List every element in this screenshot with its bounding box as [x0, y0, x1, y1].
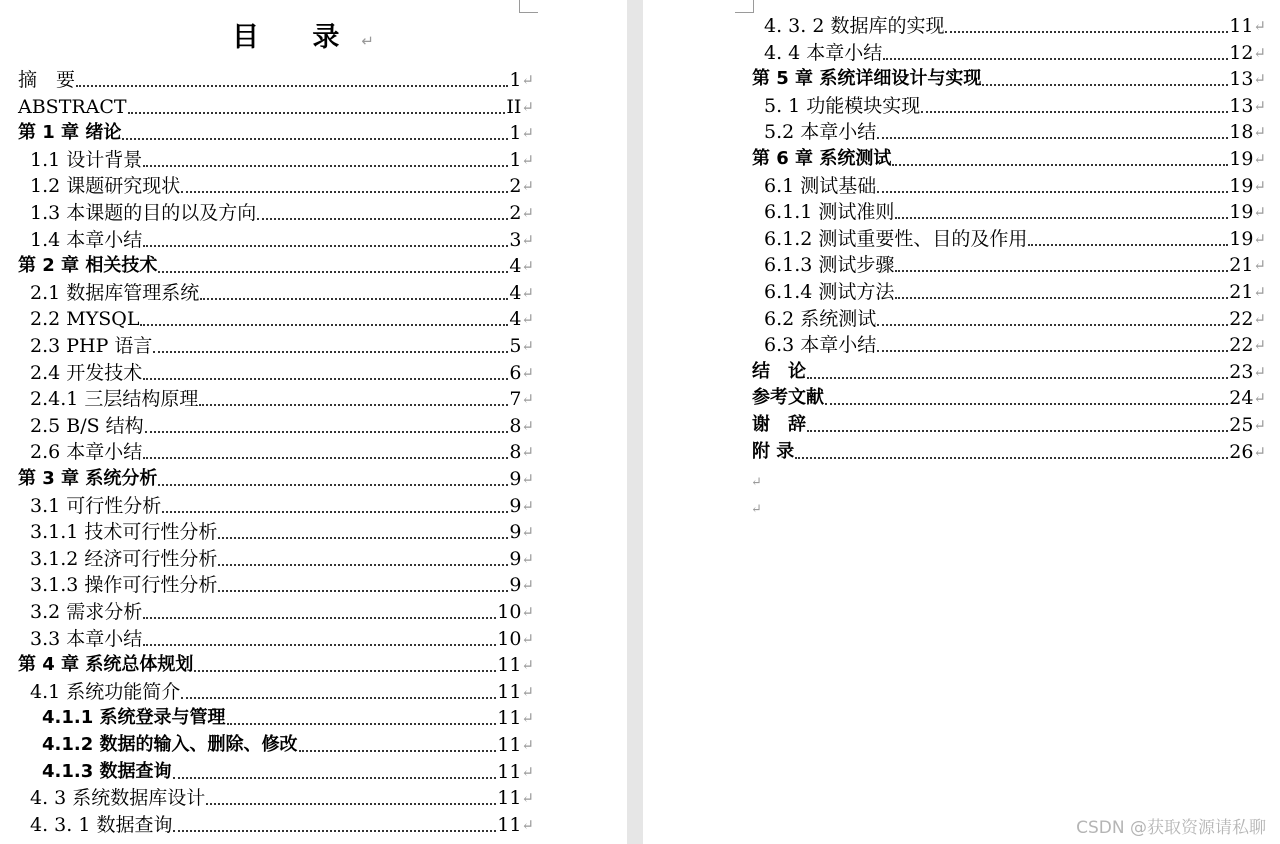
toc-leader-dots	[892, 163, 1228, 166]
toc-page-number: 1	[509, 148, 522, 171]
toc-entry[interactable]	[752, 146, 1266, 172]
toc-page-number: 19	[1229, 201, 1254, 224]
toc-entry[interactable]	[30, 812, 534, 838]
toc-entry-label: 4. 3. 2 数据库的实现	[764, 15, 945, 37]
paragraph-mark-icon: ↵	[1253, 96, 1266, 115]
toc-page-number: 9	[509, 521, 522, 544]
toc-title-text: 目 录	[232, 22, 362, 53]
toc-entry-label: 4. 3 系统数据库设计	[30, 787, 206, 810]
paragraph-mark-icon: ↵	[521, 124, 534, 143]
toc-entry[interactable]	[30, 785, 534, 811]
toc-entry-label: 6.1.3 测试步骤	[764, 254, 895, 277]
toc-entry[interactable]	[30, 546, 534, 572]
toc-entry-label: 4.1.3 数据查询	[42, 760, 172, 782]
toc-entry-label: 结 论	[752, 360, 806, 382]
toc-entry[interactable]	[42, 759, 534, 785]
toc-entry[interactable]	[764, 306, 1266, 332]
toc-leader-dots	[921, 110, 1228, 113]
toc-entry[interactable]	[764, 93, 1266, 119]
paragraph-mark-icon: ↵	[521, 709, 534, 728]
paragraph-mark-icon: ↵	[521, 682, 534, 701]
toc-entry-label: 第 3 章 系统分析	[18, 468, 158, 489]
toc-entry[interactable]	[42, 705, 534, 731]
toc-page-number: 4	[509, 255, 522, 278]
paragraph-mark-icon: ↵	[521, 603, 534, 621]
toc-leader-dots	[877, 323, 1228, 326]
toc-entry-label: 1.1 设计背景	[30, 148, 143, 171]
toc-leader-dots	[227, 722, 497, 725]
toc-entry-label: 参考文献	[752, 387, 824, 409]
toc-leader-dots	[76, 84, 508, 87]
toc-entry-label: 第 2 章 相关技术	[18, 255, 158, 277]
paragraph-mark-icon: ↵	[521, 390, 534, 409]
toc-entry[interactable]	[30, 227, 534, 253]
toc-entry-label: 摘 要	[18, 69, 76, 91]
paragraph-mark-icon: ↵	[521, 257, 534, 276]
toc-leader-dots	[143, 456, 508, 459]
toc-entry[interactable]	[18, 466, 534, 492]
document-page-right	[643, 0, 1280, 844]
toc-entry[interactable]	[30, 280, 534, 306]
toc-page-number: 19	[1229, 148, 1254, 170]
toc-title	[232, 15, 374, 54]
paragraph-mark-icon: ↵	[521, 230, 534, 249]
toc-page-number: 2	[509, 202, 522, 224]
toc-entry[interactable]	[30, 413, 534, 439]
paragraph-mark-icon: ↵	[521, 71, 534, 89]
paragraph-mark-icon: ↵	[521, 815, 534, 834]
toc-page-number: 11	[497, 654, 522, 677]
toc-entry[interactable]	[30, 519, 534, 545]
toc-entry-label: 2.5 B/S 结构	[30, 414, 144, 437]
toc-page-number: 18	[1229, 121, 1254, 144]
toc-entry-label: 6.1 测试基础	[764, 174, 877, 197]
toc-entry[interactable]	[30, 200, 534, 226]
toc-leader-dots	[158, 483, 508, 486]
toc-entry[interactable]	[752, 412, 1266, 438]
toc-entry-label: 第 4 章 系统总体规划	[18, 654, 194, 676]
paragraph-mark-icon: ↵	[1253, 336, 1266, 355]
toc-entry-label: 4.1 系统功能简介	[30, 680, 181, 703]
paragraph-mark-icon: ↵	[1253, 442, 1266, 461]
paragraph-mark-icon: ↵	[521, 656, 534, 675]
toc-page-number: 8	[509, 441, 522, 464]
toc-entry-label: 2.1 数据库管理系统	[30, 281, 200, 304]
paragraph-mark-icon: ↵	[521, 549, 534, 568]
paragraph-mark-icon: ↵	[521, 177, 534, 196]
toc-leader-dots	[200, 297, 508, 300]
paragraph-mark-icon: ↵	[1253, 256, 1266, 275]
toc-leader-dots	[206, 802, 496, 805]
toc-entry-label: 3.2 需求分析	[30, 601, 143, 623]
toc-entry[interactable]	[18, 67, 534, 93]
toc-leader-dots	[877, 136, 1228, 139]
toc-page-number: 2	[509, 175, 522, 198]
toc-entry[interactable]	[764, 279, 1266, 305]
toc-page-number: 12	[1229, 41, 1254, 64]
toc-entry-label: 3.1.1 技术可行性分析	[30, 521, 218, 544]
toc-leader-dots	[143, 616, 496, 619]
toc-page-number: 25	[1229, 414, 1254, 436]
toc-entry[interactable]	[752, 439, 1266, 465]
toc-leader-dots	[158, 270, 508, 273]
toc-page-number: 5	[509, 335, 522, 357]
toc-leader-dots	[194, 669, 496, 672]
toc-entry[interactable]	[764, 40, 1266, 66]
paragraph-mark-icon: ↵	[521, 337, 534, 355]
toc-page-number: 9	[509, 547, 522, 570]
toc-leader-dots	[199, 403, 508, 406]
toc-page-number: 22	[1229, 334, 1254, 357]
toc-leader-dots	[807, 376, 1228, 379]
toc-page-number: 11	[497, 707, 522, 730]
toc-entry[interactable]	[30, 173, 534, 199]
toc-entry[interactable]	[764, 13, 1266, 39]
toc-page-number: 21	[1229, 254, 1254, 277]
toc-leader-dots	[181, 696, 496, 699]
toc-page-number: 11	[497, 760, 522, 783]
crop-mark-top-left	[735, 0, 754, 13]
paragraph-mark-icon: ↵	[1253, 389, 1266, 408]
toc-leader-dots	[143, 377, 508, 380]
toc-entry-label: 6.1.4 测试方法	[764, 281, 895, 303]
toc-leader-dots	[173, 829, 496, 832]
paragraph-mark-icon: ↵	[1253, 17, 1266, 35]
toc-entry-label: 4. 4 本章小结	[764, 41, 883, 64]
toc-entry[interactable]	[30, 147, 534, 173]
toc-entry-label: 第 5 章 系统详细设计与实现	[752, 68, 982, 90]
paragraph-mark-icon: ↵	[1253, 416, 1266, 434]
toc-entry-label: 6.1.1 测试准则	[764, 201, 895, 224]
toc-entry-label: 6.3 本章小结	[764, 334, 877, 357]
toc-entry[interactable]	[30, 572, 534, 598]
toc-entry[interactable]	[18, 94, 534, 120]
paragraph-mark-icon: ↵	[521, 523, 534, 542]
toc-entry[interactable]	[30, 360, 534, 386]
toc-entry-label: 5. 1 功能模块实现	[764, 94, 921, 117]
paragraph-mark-icon: ↵	[1253, 176, 1266, 195]
toc-page-number: II	[506, 95, 522, 118]
toc-leader-dots	[143, 643, 496, 646]
toc-page-number: 4	[509, 308, 522, 331]
toc-leader-dots	[162, 510, 508, 513]
toc-entry[interactable]	[30, 626, 534, 652]
paragraph-mark-icon: ↵	[1253, 203, 1266, 222]
toc-entry[interactable]	[30, 386, 534, 412]
paragraph-mark-icon: ↵	[1253, 70, 1266, 89]
toc-page-number: 3	[509, 228, 522, 251]
toc-entry-label: 4. 3. 1 数据查询	[30, 813, 173, 836]
toc-leader-dots	[143, 244, 508, 247]
toc-entry-label: 2.6 本章小结	[30, 441, 143, 464]
toc-entry[interactable]	[764, 199, 1266, 225]
toc-page-number: 19	[1229, 174, 1254, 197]
watermark: CSDN @获取资源请私聊	[1076, 818, 1266, 838]
toc-entry-label: 3.1.3 操作可行性分析	[30, 574, 218, 597]
toc-page-number: 6	[509, 361, 522, 384]
toc-leader-dots	[982, 83, 1228, 86]
toc-page-number: 7	[509, 388, 522, 411]
paragraph-mark-icon: ↵	[521, 416, 534, 435]
toc-entry-label: 4.1.2 数据的输入、删除、修改	[42, 734, 298, 755]
toc-page-number: 4	[509, 281, 522, 304]
paragraph-mark-icon: ↵	[751, 502, 762, 517]
toc-leader-dots	[877, 190, 1228, 193]
paragraph-mark-icon: ↵	[751, 475, 762, 490]
toc-entry[interactable]	[752, 66, 1266, 92]
toc-leader-dots	[807, 429, 1228, 432]
toc-entry-label: 6.2 系统测试	[764, 307, 877, 330]
toc-leader-dots	[1028, 243, 1228, 246]
toc-entry[interactable]	[18, 253, 534, 279]
toc-page-number: 19	[1229, 227, 1254, 250]
paragraph-mark-icon: ↵	[1253, 150, 1266, 168]
toc-leader-dots	[895, 269, 1228, 272]
toc-entry-label: 3.1 可行性分析	[30, 494, 162, 517]
toc-entry[interactable]	[30, 306, 534, 332]
toc-entry-label: 第 6 章 系统测试	[752, 148, 892, 169]
toc-entry[interactable]	[30, 439, 534, 465]
toc-leader-dots	[883, 57, 1228, 60]
paragraph-mark-icon: ↵	[521, 576, 534, 595]
toc-page-number: 1	[509, 69, 522, 91]
toc-entry[interactable]	[752, 385, 1266, 411]
toc-entry[interactable]	[764, 252, 1266, 278]
toc-entry-label: 5.2 本章小结	[764, 121, 877, 144]
toc-leader-dots	[877, 349, 1228, 352]
toc-entry[interactable]	[18, 652, 534, 678]
toc-page-number: 11	[497, 787, 522, 810]
toc-page-number: 8	[509, 414, 522, 437]
toc-leader-dots	[299, 749, 497, 752]
toc-page-number: 21	[1229, 281, 1254, 303]
paragraph-mark-icon: ↵	[1253, 283, 1266, 301]
toc-page-number: 9	[509, 494, 522, 517]
paragraph-mark-icon: ↵	[1253, 362, 1266, 381]
toc-leader-dots	[140, 323, 508, 326]
toc-page-number: 11	[1229, 15, 1254, 37]
paragraph-mark-icon: ↵	[1253, 123, 1266, 142]
paragraph-mark-icon: ↵	[521, 629, 534, 648]
toc-entry-label: 4.1.1 系统登录与管理	[42, 707, 226, 729]
toc-page-number: 9	[509, 574, 522, 597]
toc-entry[interactable]	[764, 119, 1266, 145]
toc-leader-dots	[895, 296, 1228, 299]
toc-leader-dots	[218, 536, 508, 539]
toc-page-number: 13	[1229, 68, 1254, 91]
toc-leader-dots	[128, 111, 506, 114]
toc-entry[interactable]	[764, 332, 1266, 358]
paragraph-mark-icon: ↵	[521, 762, 534, 781]
toc-leader-dots	[218, 589, 508, 592]
paragraph-mark-icon: ↵	[1253, 229, 1266, 248]
toc-leader-dots	[895, 216, 1228, 219]
paragraph-mark-icon: ↵	[521, 363, 534, 382]
paragraph-mark-icon: ↵	[1253, 43, 1266, 62]
toc-entry-label: 2.4 开发技术	[30, 361, 143, 384]
toc-leader-dots	[181, 190, 508, 193]
toc-entry[interactable]	[764, 173, 1266, 199]
toc-leader-dots	[145, 430, 509, 433]
toc-entry[interactable]	[30, 493, 534, 519]
toc-leader-dots	[173, 776, 497, 779]
toc-entry[interactable]	[764, 226, 1266, 252]
toc-entry-label: 1.3 本课题的目的以及方向	[30, 202, 257, 224]
toc-entry-label: 6.1.2 测试重要性、目的及作用	[764, 227, 1028, 250]
toc-page-number: 11	[497, 680, 522, 703]
toc-page-number: 11	[497, 813, 522, 836]
toc-page-number: 9	[509, 468, 522, 490]
toc-entry-label: ABSTRACT	[18, 95, 127, 118]
toc-page-number: 13	[1229, 94, 1254, 117]
paragraph-mark-icon: ↵	[521, 443, 534, 462]
toc-entry-label: 1.2 课题研究现状	[30, 175, 181, 198]
toc-page-number: 24	[1229, 387, 1254, 410]
toc-entry[interactable]	[18, 120, 534, 146]
toc-page-number: 23	[1229, 360, 1254, 383]
paragraph-mark-icon: ↵	[521, 97, 534, 116]
toc-entry-label: 第 1 章 绪论	[18, 122, 122, 144]
paragraph-mark-icon: ↵	[521, 496, 534, 515]
toc-page-number: 11	[497, 734, 522, 756]
toc-entry[interactable]	[30, 333, 534, 359]
toc-page-number: 1	[509, 122, 522, 145]
toc-page-number: 10	[497, 627, 522, 650]
toc-entry-label: 1.4 本章小结	[30, 228, 143, 251]
toc-leader-dots	[795, 456, 1228, 459]
toc-leader-dots	[122, 137, 508, 140]
paragraph-mark-icon: ↵	[361, 32, 374, 50]
paragraph-mark-icon: ↵	[521, 283, 534, 302]
paragraph-mark-icon: ↵	[521, 789, 534, 808]
toc-entry-label: 3.3 本章小结	[30, 627, 143, 650]
toc-entry[interactable]	[30, 679, 534, 705]
paragraph-mark-icon: ↵	[1253, 309, 1266, 328]
toc-leader-dots	[153, 350, 508, 353]
toc-leader-dots	[218, 563, 508, 566]
toc-entry-label: 2.2 MYSQL	[30, 308, 140, 331]
paragraph-mark-icon: ↵	[521, 736, 534, 754]
toc-leader-dots	[945, 30, 1228, 33]
crop-mark-top-right	[519, 0, 538, 13]
toc-page-number: 22	[1229, 307, 1254, 330]
toc-entry[interactable]	[42, 732, 534, 758]
toc-entry-label: 2.4.1 三层结构原理	[30, 388, 199, 411]
toc-entry-label: 2.3 PHP 语言	[30, 335, 153, 357]
paragraph-mark-icon: ↵	[521, 310, 534, 329]
paragraph-mark-icon: ↵	[521, 150, 534, 169]
toc-entry[interactable]	[30, 599, 534, 625]
toc-leader-dots	[143, 164, 508, 167]
toc-leader-dots	[825, 402, 1228, 405]
toc-leader-dots	[257, 217, 508, 220]
toc-entry[interactable]	[752, 359, 1266, 385]
toc-entry-label: 谢 辞	[752, 414, 806, 435]
paragraph-mark-icon: ↵	[521, 204, 534, 222]
toc-page-number: 10	[497, 601, 522, 623]
document-page-left	[0, 0, 627, 844]
toc-page-number: 26	[1229, 440, 1254, 463]
paragraph-mark-icon: ↵	[521, 470, 534, 488]
toc-entry-label: 附 录	[752, 440, 795, 462]
toc-entry-label: 3.1.2 经济可行性分析	[30, 547, 218, 570]
